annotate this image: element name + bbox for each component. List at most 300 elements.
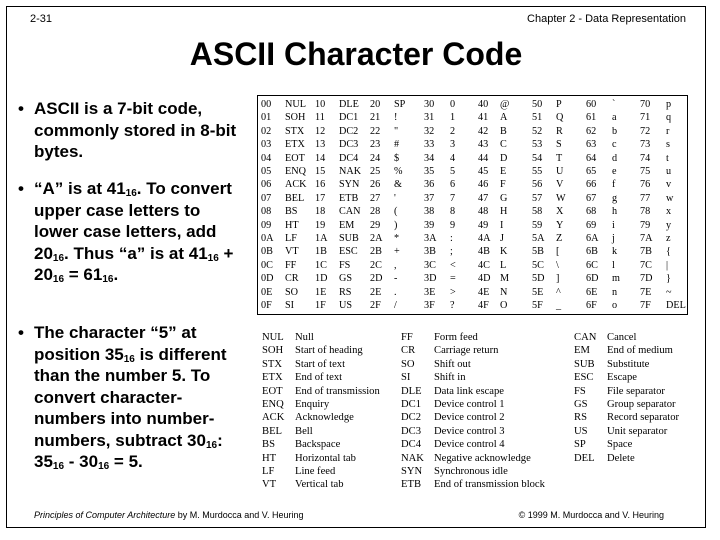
hex-code: 2B	[370, 246, 382, 258]
ascii-char: DC4	[339, 152, 359, 164]
legend-abbr: DC2	[401, 412, 422, 424]
hex-code: 49	[478, 219, 489, 231]
ascii-char: B	[500, 125, 507, 137]
hex-code: 70	[640, 99, 651, 110]
ascii-char: %	[394, 166, 403, 178]
legend-abbr: GS	[574, 399, 588, 411]
ascii-char: }	[666, 273, 671, 285]
legend-abbr: CAN	[574, 332, 597, 343]
hex-code: 3F	[424, 300, 435, 312]
hex-code: 06	[261, 179, 272, 191]
hex-code: 61	[586, 112, 597, 124]
legend-abbr: SOH	[262, 345, 284, 357]
legend-column-1	[262, 331, 380, 492]
ascii-char: p	[666, 99, 672, 110]
ascii-char: U	[556, 166, 564, 178]
hex-code: 76	[640, 179, 651, 191]
legend-abbr: EM	[574, 345, 590, 357]
ascii-char: n	[612, 286, 618, 298]
ascii-char: u	[666, 166, 672, 178]
ascii-char: g	[612, 192, 618, 204]
legend-abbr: FS	[574, 385, 586, 397]
ascii-char: o	[612, 300, 618, 312]
ascii-char: d	[612, 152, 618, 164]
ascii-char: 3	[450, 139, 456, 151]
hex-code: 5B	[532, 246, 544, 258]
ascii-char: ETB	[339, 192, 359, 204]
ascii-char: ^	[556, 286, 561, 298]
hex-code: 43	[478, 139, 489, 151]
legend-abbr: DLE	[401, 385, 422, 397]
hex-code: 39	[424, 219, 435, 231]
legend-desc: End of transmission	[295, 385, 380, 397]
legend-desc: Start of text	[295, 358, 346, 370]
legend-column-3	[574, 331, 679, 465]
legend-abbr: VT	[262, 479, 277, 491]
legend-row	[574, 452, 679, 465]
ascii-char: 5	[450, 166, 456, 178]
hex-code: 38	[424, 206, 435, 218]
hex-code: 63	[586, 139, 597, 151]
bullet-text: is different than the number 5. To convert character-numbers into number-numbers, subtract 30	[34, 344, 227, 450]
ascii-char: 9	[450, 219, 456, 231]
bullet-text: “A” is at 41	[34, 179, 126, 198]
hex-code: 23	[370, 139, 381, 151]
legend-desc: Negative acknowledge	[434, 452, 531, 464]
legend-row	[262, 371, 380, 384]
hex-code: 29	[370, 219, 381, 231]
hex-code: 7A	[640, 233, 653, 245]
ascii-char: )	[394, 219, 398, 231]
hex-code: 10	[315, 99, 326, 110]
code-column	[478, 98, 490, 313]
ascii-char: =	[450, 273, 456, 285]
hex-code: 68	[586, 206, 597, 218]
legend-abbr: RS	[574, 412, 587, 424]
legend-abbr: LF	[262, 466, 275, 478]
legend-row	[401, 371, 545, 384]
legend-row	[401, 358, 545, 371]
hex-code: 0F	[261, 300, 272, 312]
legend-abbr: DC4	[401, 439, 422, 451]
bullet-character-numbers	[14, 322, 246, 473]
legend-row	[262, 331, 380, 344]
legend-desc: Null	[295, 332, 314, 343]
legend-row	[401, 465, 545, 478]
legend-abbr: NAK	[401, 452, 424, 464]
hex-code: 7E	[640, 286, 652, 298]
hex-code: 6D	[586, 273, 599, 285]
hex-code: 03	[261, 139, 272, 151]
ascii-char: &	[394, 179, 402, 191]
hex-code: 13	[315, 139, 326, 151]
hex-code: 52	[532, 125, 543, 137]
hex-code: 1E	[315, 286, 327, 298]
ascii-char: t	[666, 152, 669, 164]
bullet-text: : 35	[34, 430, 223, 471]
hex-code: 65	[586, 166, 597, 178]
legend-abbr: ETX	[262, 372, 283, 384]
ascii-char: DC2	[339, 125, 359, 137]
hex-subscript: 16	[205, 439, 218, 451]
legend-desc: Bell	[295, 425, 313, 437]
hex-code: 60	[586, 99, 597, 110]
hex-code: 46	[478, 179, 489, 191]
hex-code: 47	[478, 192, 489, 204]
ascii-char: y	[666, 219, 672, 231]
ascii-char: s	[666, 139, 670, 151]
ascii-char: ?	[450, 300, 455, 312]
code-column	[586, 98, 598, 313]
ascii-char: _	[556, 300, 562, 312]
legend-abbr: DC3	[401, 425, 422, 437]
ascii-char: ]	[556, 273, 560, 285]
legend-row	[574, 358, 679, 371]
code-column	[370, 98, 382, 313]
ascii-char: SOH	[285, 112, 306, 124]
ascii-char: l	[612, 259, 615, 271]
ascii-char: #	[394, 139, 400, 151]
ascii-char: HT	[285, 219, 299, 231]
hex-code: 45	[478, 166, 489, 178]
hex-code: 1C	[315, 259, 327, 271]
legend-abbr: US	[574, 425, 588, 437]
hex-code: 32	[424, 125, 435, 137]
bullet-ascii-7bit	[14, 98, 246, 163]
hex-code: 67	[586, 192, 597, 204]
ascii-char: "	[394, 125, 399, 137]
legend-desc: Data link escape	[434, 385, 505, 397]
legend-desc: Line feed	[295, 466, 336, 478]
legend-row	[262, 478, 380, 491]
legend-abbr: BEL	[262, 425, 283, 437]
bullet-text: .	[113, 265, 119, 284]
hex-code: 7B	[640, 246, 652, 258]
ascii-char: CAN	[339, 206, 361, 218]
legend-desc: Device control 2	[434, 412, 505, 424]
ascii-char: @	[500, 99, 510, 110]
legend-abbr: EOT	[262, 385, 283, 397]
ascii-char: CR	[285, 273, 299, 285]
legend-desc: End of text	[295, 372, 343, 384]
hex-code: 36	[424, 179, 435, 191]
ascii-char: NUL	[285, 99, 306, 110]
legend-row	[574, 425, 679, 438]
hex-code: 53	[532, 139, 543, 151]
ascii-char: I	[500, 219, 504, 231]
ascii-char: x	[666, 206, 672, 218]
ascii-char: K	[500, 246, 508, 258]
char-column	[556, 98, 566, 313]
hex-code: 18	[315, 206, 326, 218]
ascii-char: m	[612, 273, 620, 285]
hex-code: 24	[370, 152, 381, 164]
hex-code: 2A	[370, 233, 383, 245]
page-title: ASCII Character Code	[189, 36, 523, 72]
hex-code: 7D	[640, 273, 653, 285]
hex-code: 4A	[478, 233, 491, 245]
ascii-char: SUB	[339, 233, 359, 245]
hex-code: 42	[478, 125, 489, 137]
hex-code: 79	[640, 219, 651, 231]
hex-code: 33	[424, 139, 435, 151]
ascii-char: J	[500, 233, 504, 245]
hex-code: 0A	[261, 233, 274, 245]
hex-code: 0B	[261, 246, 273, 258]
hex-code: 66	[586, 179, 597, 191]
ascii-char: P	[556, 99, 562, 110]
char-column	[450, 98, 456, 313]
legend-row	[401, 398, 545, 411]
legend-abbr: SO	[401, 358, 415, 370]
ascii-char: Q	[556, 112, 564, 124]
hex-code: 56	[532, 179, 543, 191]
hex-code: 21	[370, 112, 381, 124]
legend-desc: End of medium	[607, 345, 673, 357]
ascii-char: E	[500, 166, 507, 178]
legend-abbr: SI	[401, 372, 411, 384]
legend-abbr: ACK	[262, 412, 285, 424]
hex-subscript: 16	[52, 274, 65, 285]
hex-code: 08	[261, 206, 272, 218]
ascii-char: /	[394, 300, 397, 312]
ascii-char: ESC	[339, 246, 358, 258]
ascii-char: VT	[285, 246, 299, 258]
legend-row	[262, 438, 380, 451]
ascii-char: LF	[285, 233, 297, 245]
ascii-char: {	[666, 246, 671, 258]
legend-desc: Group separator	[607, 399, 676, 411]
hex-code: 7F	[640, 300, 651, 312]
bullet-text: ASCII is a 7-bit code, commonly stored in 8-bit bytes.	[34, 99, 237, 161]
ascii-char: ENQ	[285, 166, 306, 178]
ascii-char: i	[612, 219, 615, 231]
legend-row	[574, 398, 679, 411]
char-column	[339, 98, 361, 313]
ascii-char: DC1	[339, 112, 359, 124]
ascii-char: 4	[450, 152, 456, 164]
char-column	[612, 98, 620, 313]
code-column	[261, 98, 273, 313]
code-column	[640, 98, 652, 313]
ascii-char: |	[666, 259, 669, 271]
hex-code: 54	[532, 152, 543, 164]
legend-desc: Shift in	[434, 372, 466, 384]
hex-code: 4E	[478, 286, 490, 298]
hex-code: 1A	[315, 233, 328, 245]
hex-code: 4C	[478, 259, 490, 271]
legend-row	[401, 411, 545, 424]
ascii-char: f	[612, 179, 616, 191]
hex-code: 77	[640, 192, 651, 204]
hex-subscript: 16	[52, 252, 65, 264]
legend-desc: Substitute	[607, 358, 650, 370]
hex-code: 05	[261, 166, 272, 178]
hex-code: 4B	[478, 246, 490, 258]
legend-row	[262, 344, 380, 357]
char-column	[666, 98, 686, 313]
ascii-char: '	[394, 192, 396, 204]
ascii-char: 7	[450, 192, 456, 204]
bullet-text: + 20	[34, 243, 234, 284]
hex-code: 0E	[261, 286, 273, 298]
ascii-char: C	[500, 139, 507, 151]
legend-desc: End of transmission block	[434, 479, 545, 491]
bullet-text: . To convert upper case letters to lower case letters, add 20	[34, 179, 232, 263]
char-column	[285, 98, 307, 313]
ascii-char: *	[394, 233, 400, 245]
hex-subscript: 16	[125, 188, 137, 199]
ascii-char: BEL	[285, 192, 305, 204]
legend-desc: Device control 3	[434, 425, 505, 437]
hex-code: 17	[315, 192, 326, 204]
legend-abbr: BS	[262, 439, 275, 451]
ascii-char: BS	[285, 206, 298, 218]
legend-abbr: CR	[401, 345, 416, 357]
legend-abbr: ENQ	[262, 399, 284, 411]
ascii-char: [	[556, 246, 560, 258]
hex-code: 19	[315, 219, 326, 231]
ascii-char: !	[394, 112, 398, 124]
ascii-char: :	[450, 233, 453, 245]
ascii-char: W	[556, 192, 566, 204]
bullet-text: . Thus “a” is at 41	[64, 243, 208, 263]
legend-abbr: FF	[401, 332, 413, 343]
code-column	[424, 98, 436, 313]
hex-subscript: 16	[52, 461, 65, 472]
hex-subscript: 16	[102, 274, 114, 285]
bullet-text: = 61	[64, 265, 103, 284]
hex-code: 5D	[532, 273, 545, 285]
book-title: Principles of Computer Architecture	[34, 510, 176, 520]
legend-row	[262, 425, 380, 438]
bullet-case-conversion	[14, 178, 246, 286]
legend-desc: Escape	[607, 372, 637, 384]
hex-code: 69	[586, 219, 597, 231]
ascii-char: FS	[339, 259, 351, 271]
ascii-char: T	[556, 152, 563, 164]
ascii-char: c	[612, 139, 617, 151]
hex-code: 59	[532, 219, 543, 231]
ascii-char: X	[556, 206, 564, 218]
hex-code: 73	[640, 139, 651, 151]
ascii-char: GS	[339, 273, 353, 285]
hex-code: 1B	[315, 246, 327, 258]
legend-desc: Unit separator	[607, 425, 668, 437]
hex-code: 2F	[370, 300, 381, 312]
hex-code: 31	[424, 112, 435, 124]
legend-row	[262, 358, 380, 371]
ascii-char: `	[612, 99, 616, 110]
legend-abbr: SP	[574, 439, 586, 451]
legend-abbr: SYN	[401, 466, 423, 478]
hex-code: 5C	[532, 259, 544, 271]
hex-code: 3B	[424, 246, 436, 258]
hex-code: 0D	[261, 273, 274, 285]
hex-code: 7C	[640, 259, 652, 271]
ascii-char: -	[394, 273, 398, 285]
hex-code: 6B	[586, 246, 598, 258]
hex-code: 6C	[586, 259, 598, 271]
legend-desc: Backspace	[295, 439, 341, 451]
hex-code: 16	[315, 179, 326, 191]
legend-abbr: SUB	[574, 358, 595, 370]
char-column	[394, 98, 405, 313]
hex-code: 20	[370, 99, 381, 110]
code-column	[532, 98, 544, 313]
hex-code: 27	[370, 192, 381, 204]
hex-code: 2D	[370, 273, 383, 285]
ascii-char: ,	[394, 259, 397, 271]
ascii-char: b	[612, 125, 618, 137]
legend-row	[574, 331, 679, 344]
legend-desc: Cancel	[607, 332, 637, 343]
ascii-char: h	[612, 206, 618, 218]
ascii-char: (	[394, 206, 398, 218]
ascii-char: r	[666, 125, 670, 137]
hex-code: 3E	[424, 286, 436, 298]
legend-row	[262, 385, 380, 398]
ascii-char: V	[556, 179, 564, 191]
hex-code: 37	[424, 192, 435, 204]
legend-desc: Form feed	[434, 332, 478, 343]
bullet-text: - 30	[64, 452, 99, 471]
book-authors: by M. Murdocca and V. Heuring	[175, 510, 304, 520]
ascii-char: DEL	[666, 300, 686, 312]
ascii-char: ACK	[285, 179, 307, 191]
legend-abbr: NUL	[262, 332, 284, 343]
code-column	[315, 98, 327, 313]
hex-code: 2C	[370, 259, 382, 271]
hex-code: 44	[478, 152, 489, 164]
ascii-char: ;	[450, 246, 453, 258]
hex-code: 51	[532, 112, 543, 124]
legend-row	[401, 425, 545, 438]
legend-column-2	[401, 331, 545, 492]
ascii-char: .	[394, 286, 397, 298]
ascii-char: RS	[339, 286, 352, 298]
legend-row	[574, 385, 679, 398]
ascii-char: j	[612, 233, 615, 245]
ascii-char: EM	[339, 219, 355, 231]
hex-code: 28	[370, 206, 381, 218]
legend-row	[262, 452, 380, 465]
ascii-char: SP	[394, 99, 406, 110]
hex-subscript: 16	[207, 252, 219, 264]
hex-code: 34	[424, 152, 435, 164]
legend-row	[262, 411, 380, 424]
hex-code: 75	[640, 166, 651, 178]
hex-code: 4F	[478, 300, 489, 312]
legend-desc: Horizontal tab	[295, 452, 356, 464]
hex-code: 6F	[586, 300, 597, 312]
legend-row	[401, 438, 545, 451]
ascii-char: v	[666, 179, 672, 191]
hex-code: 35	[424, 166, 435, 178]
ascii-char: SYN	[339, 179, 360, 191]
legend-desc: Delete	[607, 452, 635, 464]
legend-abbr: DEL	[574, 452, 595, 464]
legend-row	[401, 344, 545, 357]
ascii-char: O	[500, 300, 508, 312]
bullet-text: = 5.	[109, 452, 143, 471]
hex-code: 50	[532, 99, 543, 110]
legend-row	[262, 465, 380, 478]
ascii-char: k	[612, 246, 618, 258]
hex-code: 4D	[478, 273, 491, 285]
hex-code: 2E	[370, 286, 382, 298]
hex-code: 5F	[532, 300, 543, 312]
